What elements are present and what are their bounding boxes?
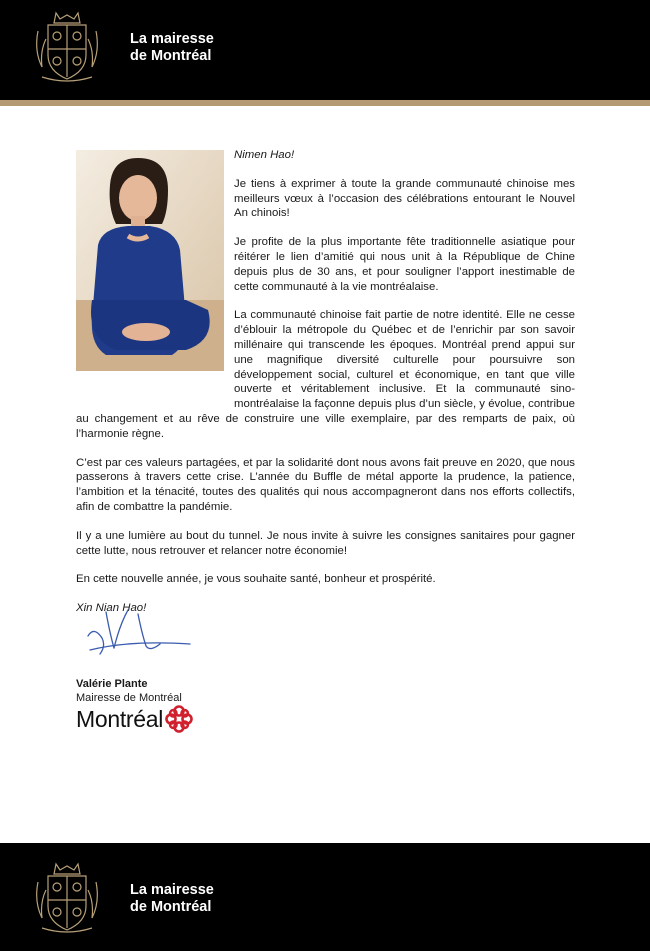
montreal-logo-text: Montréal <box>76 705 164 732</box>
letter-paragraph: Je profite de la plus importante fête traditionnelle asiatique pour réitérer le lien d’amitié qui nous unit à la République de Chine depuis plus de 30 ans, et pour souligner l’apport inestimable de cette communauté à la vie montréalaise. <box>234 236 575 293</box>
photo-wrap-spacer <box>76 308 234 398</box>
header-title-line1: La mairesse <box>130 31 214 47</box>
signer-block <box>76 678 182 705</box>
letter-paragraph: Je tiens à exprimer à toute la grande communauté chinoise mes meilleurs vœux à l’occasion des célébrations entourant le Nouvel An chinois! <box>234 177 575 220</box>
letter-body <box>76 148 575 630</box>
header-title <box>130 31 214 65</box>
footer-title-line2: de Montréal <box>130 899 212 915</box>
letter-closing: Xin Nian Hao! <box>76 602 147 615</box>
montreal-coat-of-arms-icon <box>32 11 102 85</box>
signer-role: Mairesse de Montréal <box>76 691 182 704</box>
montreal-logo <box>76 704 193 734</box>
header-band <box>0 0 650 100</box>
footer-title-line1: La mairesse <box>130 882 214 898</box>
signer-name: Valérie Plante <box>76 678 148 690</box>
header-accent-line <box>0 100 650 106</box>
letter-paragraph <box>76 308 575 441</box>
letter-paragraph-text: La communauté chinoise fait partie de notre identité. Elle ne cesse d’éblouir la métropole du Québec et de l’enrichir par son savoir millénaire qui transcende les époques. Montréal prend appui sur une magnifique diversité culturelle pour poursuivre son développement social, culturel et économique, en tant que ville ouverte et véritablement inclusive. Et la communauté sino-montréalaise la façonne depuis plus d’un siècle, y évolue, contribue au changement et au rêve de construire une ville exemplaire, par des remparts de paix, où l’harmonie règne. <box>76 309 575 440</box>
footer-band <box>0 843 650 951</box>
montreal-rosette-icon <box>165 705 193 733</box>
footer-title <box>130 882 214 916</box>
montreal-coat-of-arms-icon <box>32 862 102 936</box>
letter-paragraph: C’est par ces valeurs partagées, et par la solidarité dont nous avons fait preuve en 2020, que nous passerons à travers cette crise. L’année du Buffle de métal apporte la prudence, la patience, l’ambition et la ténacité, toutes des qualités qui nous accompagneront dans nos efforts collectifs, afin de combattre la pandémie. <box>76 456 575 513</box>
handwritten-signature <box>80 604 200 660</box>
letter-greeting: Nimen Hao! <box>234 149 295 161</box>
header-title-line2: de Montréal <box>130 48 212 64</box>
letter-paragraph: Il y a une lumière au bout du tunnel. Je nous invite à suivre les consignes sanitaires pour gagner cette lutte, nous retrouver et relancer notre économie! <box>76 529 575 557</box>
letter-paragraph: En cette nouvelle année, je vous souhaite santé, bonheur et prospérité. <box>76 573 436 586</box>
